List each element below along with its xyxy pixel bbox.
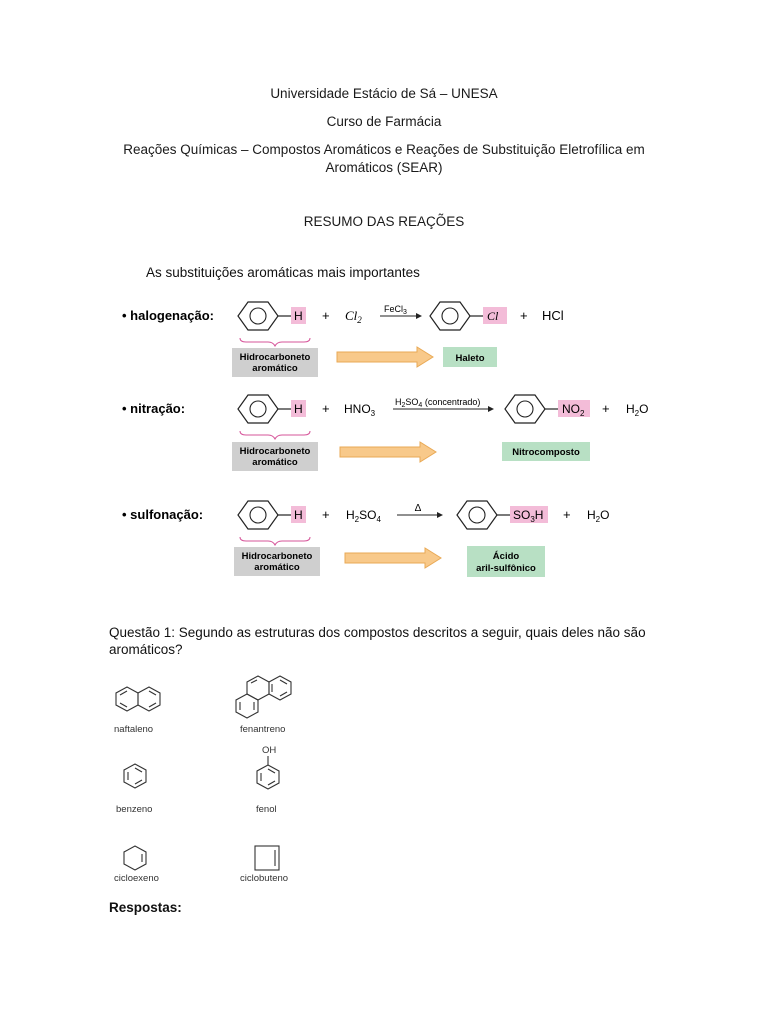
benzene-ring-icon: [457, 501, 497, 529]
reactions-figure: [0, 250, 768, 590]
benzene-ring-icon: [238, 501, 278, 529]
byproduct: HCl: [542, 308, 564, 323]
reaction-name: • sulfonação:: [122, 507, 204, 522]
leaving-group: H: [294, 402, 303, 416]
cicloexeno-label: cicloexeno: [114, 873, 159, 884]
benzeno-structure: [124, 764, 146, 788]
plus-sign: +: [602, 401, 610, 416]
plus-sign: +: [322, 507, 330, 522]
reactant-label-line2: aromático: [254, 562, 300, 573]
benzene-ring-icon: [238, 395, 278, 423]
product-group: $SO_3H$: [513, 508, 544, 524]
university-name: Universidade Estácio de Sá – UNESA: [270, 86, 498, 101]
question-line-2: aromáticos?: [109, 642, 183, 657]
plus-sign: +: [520, 308, 528, 323]
question-line-1: Questão 1: Segundo as estruturas dos compostos descritos a seguir, quais deles não são: [109, 625, 646, 640]
reagent: $HNO_3$: [344, 402, 376, 418]
ciclobuteno-structure: [255, 846, 279, 870]
fenol-label: fenol: [256, 804, 277, 815]
fenantreno-structure: [236, 676, 291, 718]
answers-label: Respostas:: [109, 900, 182, 915]
reactant-label-line1: Hidrocarboneto: [241, 551, 313, 562]
reaction-halogenation: [122, 302, 564, 377]
condition: Δ: [414, 503, 422, 514]
molecules-figure: [100, 670, 340, 895]
question-1: [109, 624, 658, 658]
product-label: Haleto: [455, 353, 485, 364]
plus-sign: +: [322, 401, 330, 416]
product-group: Cl: [487, 309, 499, 323]
product-label-line1: Ácido: [492, 551, 520, 562]
topic-line-2: Aromáticos (SEAR): [325, 160, 443, 175]
cicloexeno-structure: [124, 846, 146, 870]
product-group: $NO_2$: [562, 402, 585, 418]
arrow-icon: [345, 548, 441, 568]
naftaleno-structure: [116, 687, 160, 711]
arrow-icon: [340, 442, 436, 462]
reaction-name: • halogenação:: [122, 308, 214, 323]
benzene-ring-icon: [430, 302, 470, 330]
condition: $H_2SO_4$ (concentrado): [395, 397, 481, 409]
benzeno-label: benzeno: [116, 804, 153, 815]
reaction-name: • nitração:: [122, 401, 186, 416]
fenol-oh-label: OH: [262, 745, 277, 756]
product-label-line2: aril-sulfônico: [476, 563, 536, 574]
condition: FeCl$_3$: [384, 304, 407, 316]
byproduct: $H_2O$: [587, 508, 610, 524]
byproduct: $H_2O$: [626, 402, 649, 418]
arrow-icon: [337, 347, 433, 367]
product-label: Nitrocomposto: [512, 447, 580, 458]
reaction-sulfonation: [122, 501, 609, 577]
section-title: RESUMO DAS REAÇÕES: [303, 214, 465, 229]
ciclobuteno-label: ciclobuteno: [240, 873, 289, 884]
benzene-ring-icon: [505, 395, 545, 423]
reaction-nitration: [122, 395, 648, 471]
reactant-label-line2: aromático: [252, 363, 298, 374]
reagent: $Cl_2$: [345, 308, 362, 325]
fenol-structure: [257, 756, 279, 789]
fenantreno-label: fenantreno: [240, 724, 286, 735]
reactant-label-line2: aromático: [252, 457, 298, 468]
plus-sign: +: [322, 308, 330, 323]
leaving-group: H: [294, 508, 303, 522]
reactant-label-line1: Hidrocarboneto: [239, 352, 311, 363]
reactant-label-line1: Hidrocarboneto: [239, 446, 311, 457]
benzene-ring-icon: [238, 302, 278, 330]
plus-sign: +: [563, 507, 571, 522]
figure-title: As substituições aromáticas mais importantes: [146, 265, 420, 280]
leaving-group: H: [294, 309, 303, 323]
topic-line-1: Reações Químicas – Compostos Aromáticos e Reações de Substituição Eletrofílica em: [123, 142, 645, 157]
reagent: $H_2SO_4$: [346, 508, 381, 524]
naftaleno-label: naftaleno: [114, 724, 154, 735]
course-name: Curso de Farmácia: [326, 114, 442, 129]
